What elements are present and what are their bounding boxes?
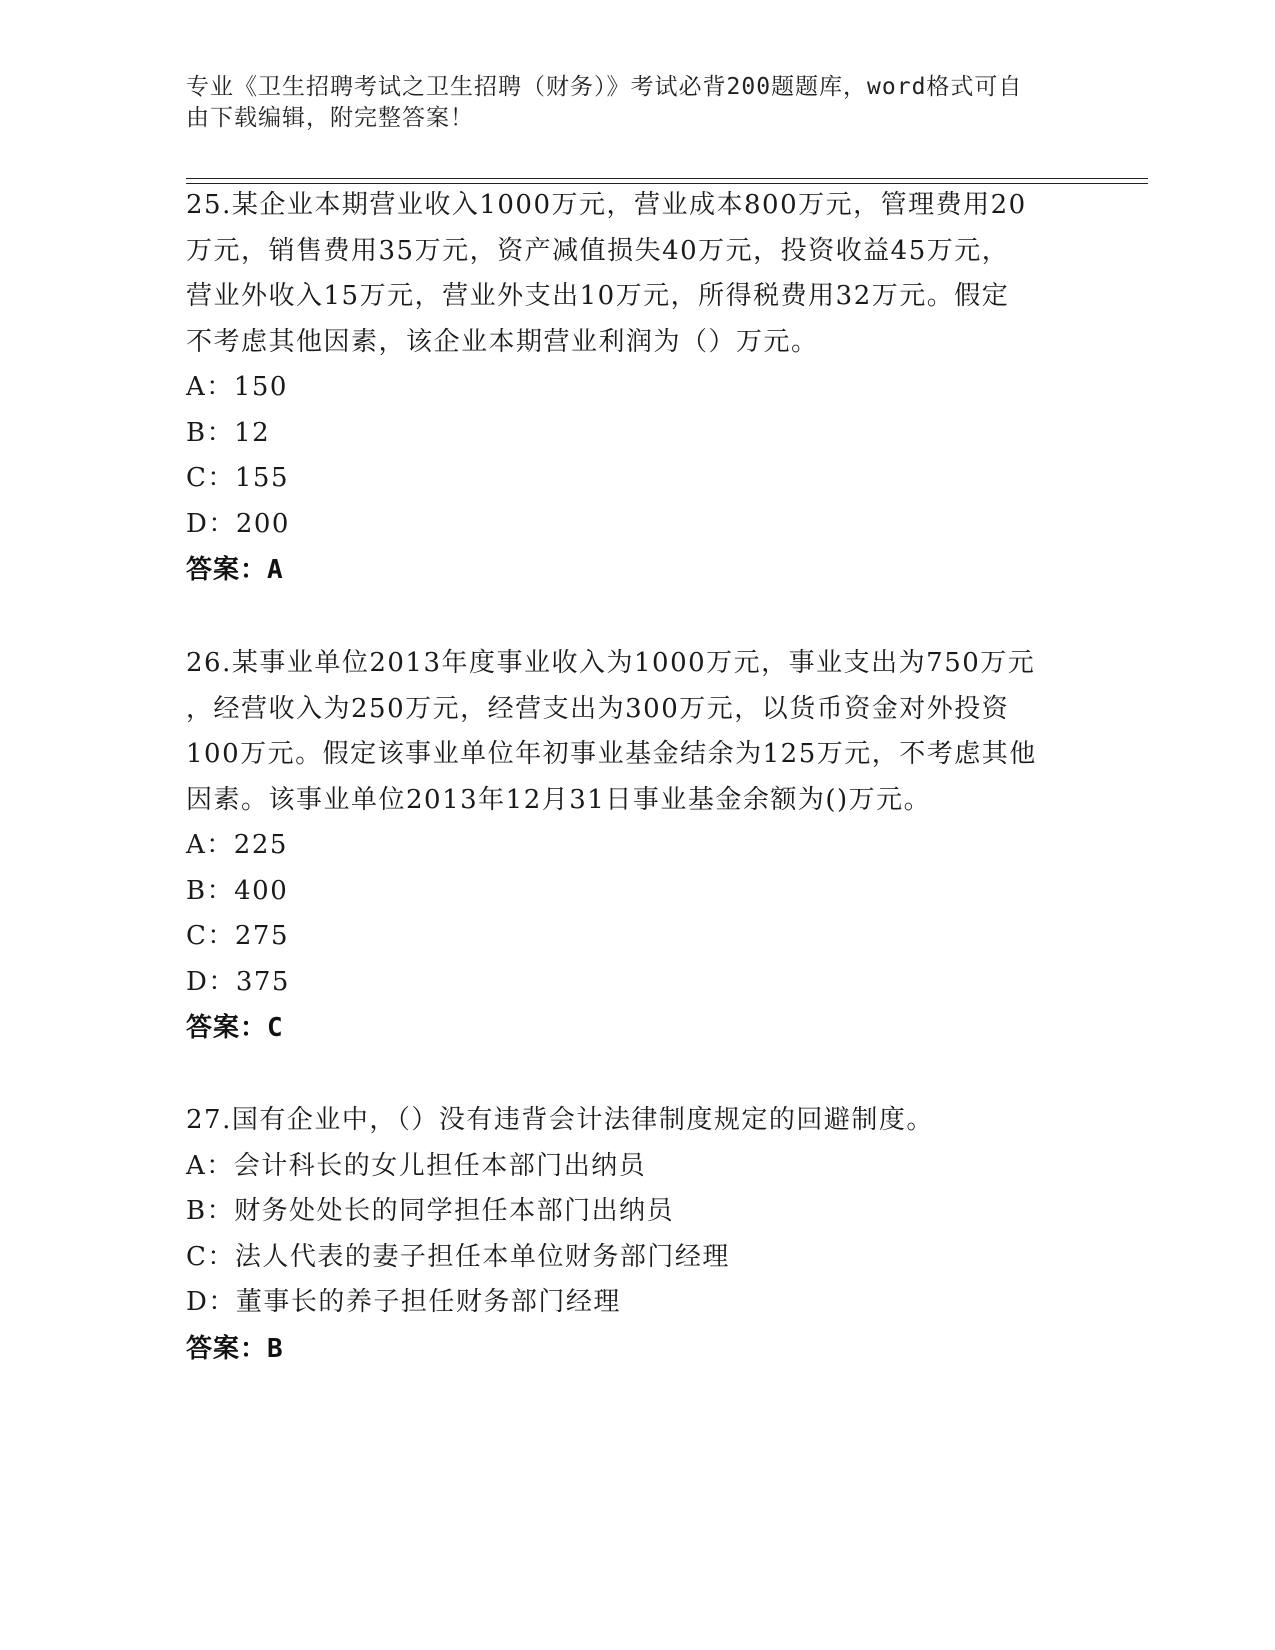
option-c: C：法人代表的妻子担任本单位财务部门经理 [186,1241,730,1272]
header-line-1: 专业《卫生招聘考试之卫生招聘（财务）》考试必背200题题库，word格式可自 [186,74,1023,100]
option-b: B：12 [186,417,271,448]
answer-line: 答案：C [186,1013,284,1043]
question-stem-line: 因素。该事业单位2013年12月31日事业基金余额为()万元。 [186,784,932,815]
header-divider-top [186,178,1148,179]
option-a: A：225 [186,830,288,860]
question-stem-line: 25.某企业本期营业收入1000万元，营业成本800万元，管理费用20 [186,190,1027,220]
option-d: D：375 [186,966,290,997]
option-d: D：200 [186,508,290,539]
option-a: A：150 [186,372,288,402]
question-stem-line: 营业外收入15万元，营业外支出10万元，所得税费用32万元。假定 [186,281,1010,311]
question-26 [186,641,1086,1051]
question-stem-line: 26.某事业单位2013年度事业收入为1000万元，事业支出为750万元 [186,648,1036,678]
answer-line: 答案：A [186,555,284,585]
option-c: C：155 [186,463,290,493]
question-stem-line: 27.国有企业中，（）没有违背会计法律制度规定的回避制度。 [186,1105,934,1135]
option-b: B：400 [186,875,289,906]
question-stem-line: 100万元。假定该事业单位年初事业基金结余为125万元，不考虑其他 [186,739,1037,769]
question-stem-line: 不考虑其他因素，该企业本期营业利润为（）万元。 [186,326,819,357]
question-27 [186,1098,1086,1372]
document-header [186,72,1066,134]
option-b: B：财务处处长的同学担任本部门出纳员 [186,1196,675,1226]
answer-line: 答案：B [186,1333,284,1364]
question-stem-line: 万元，销售费用35万元，资产减值损失40万元，投资收益45万元， [186,235,1010,266]
question-25 [186,183,1086,593]
option-d: D：董事长的养子担任财务部门经理 [186,1287,621,1317]
option-a: A：会计科长的女儿担任本部门出纳员 [186,1150,647,1181]
question-stem-line: ，经营收入为250万元，经营支出为300万元，以货币资金对外投资 [186,693,1010,724]
option-c: C：275 [186,921,290,951]
header-line-2: 由下载编辑，附完整答案！ [186,105,474,131]
